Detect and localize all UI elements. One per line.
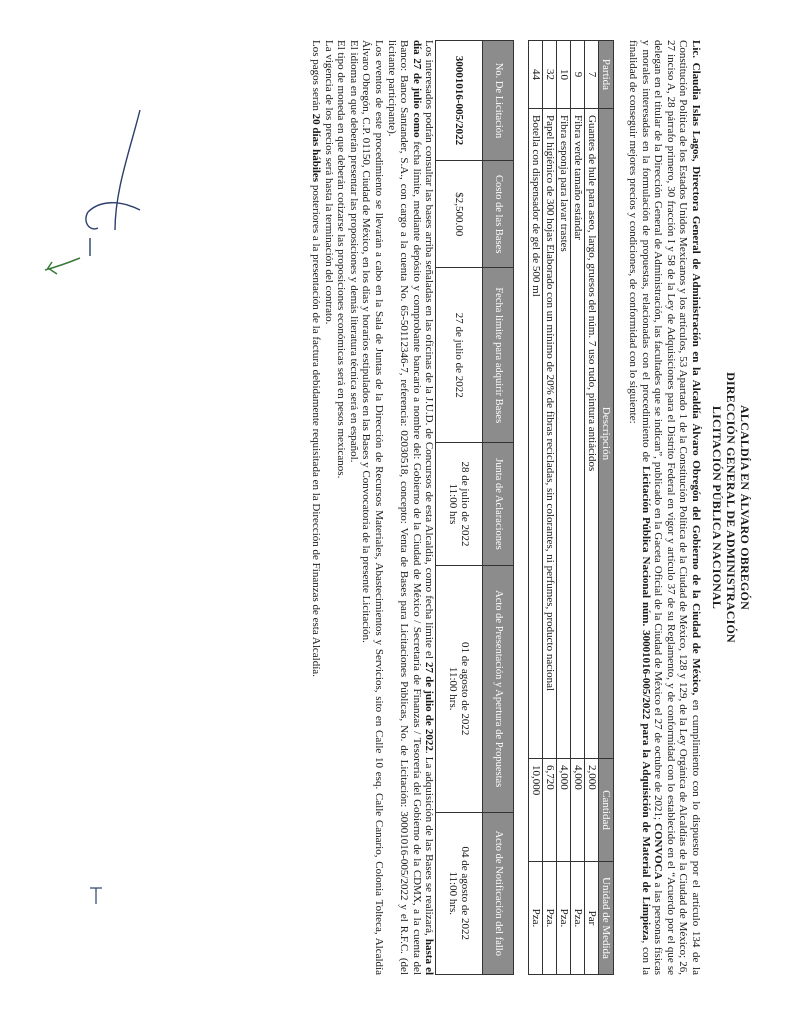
bases-text-3: fecha límite, mediante depósito y comprobante bancario a nombre del: Gobierno de la Ciudad de México / Secretaría de Finanzas / Tesorería del Gobierno de la CDMX, a la cuenta del Banco: Banco Santander, S.A., con cargo a la cuenta No. 65-50112346-7, referencia: 02030518, concepto: Venta de Bases para Licitaciones Públicas, No. de Licitación: 30001016-005/2022 y el R.F.C. (del licitante participante). [385,40,423,975]
bases-deadline: 27 de julio de 2022 [423,662,436,751]
cell-junta [436,443,483,566]
cell-descripcion: Fibra esponja para lavar trastes [557,109,571,759]
cell-descripcion: Papel higiénico de 300 hojas Elaborado con un mínimo de 20% de fibras recicladas, sin colorantes, ni perfumes, producto nacional [543,109,557,759]
handwritten-signature-2 [45,258,80,274]
cell-partida: 9 [571,41,585,109]
cell-licitacion [436,41,483,161]
cell-partida: 44 [529,41,543,109]
moneda-paragraph: El tipo de moneda en que deberán cotizarse las proposiciones económicas será en pesos mexicanos. [335,40,348,479]
header-subtitle: DIRECCIÓN GENERAL DE ADMINISTRACIÓN [724,372,738,643]
cell-descripcion: Fibra verde tamaño estándar [571,109,585,759]
cell-cantidad: 4,000 [557,759,571,862]
col-descripcion: Descripción [599,109,614,759]
table-row [557,41,571,975]
apertura-date: 01 de agosto de 2022 [459,641,472,736]
official-name: Lic. Claudia Islas Lagos, Directora General de Administración en la Alcaldía Álvaro Obregón del Gobierno de la Ciudad de México, [690,40,702,696]
cell-cantidad: 2,000 [585,759,599,862]
intro-text: en cumplimiento con lo dispuesto por el artículo 134 de la Constitución Política de los Estados Unidos Mexicanos y los artículos, 53 Apartado 1 de la Constitución Política de la Ciudad de México, 128 y 129, de la Ley Orgánica de Alcaldías de la Ciudad de México; 26, 27 inciso A, 28 párrafo primero, 30 fracción I y 58 de la Ley de Adquisiciones para el Distrito Federal en vigor y artículo 37 de su Reglamento, y de conformidad con lo establecido en el “Acuerdo por el que se delegan en el titular de la Dirección General de Administración, las facultades que se indican”, publicado en la Gaceta Oficial de la Ciudad de México el 27 de octubre de 2021; [652,40,702,975]
header-title: ALCALDÍA EN ÁLVARO OBREGÓN [738,405,752,610]
col-fecha-limite: Fecha límite para adquirir Bases [483,268,514,443]
cell-unidad: Pza. [543,862,557,975]
apertura-time: 11:00 hrs. [447,666,460,711]
intro-text-2: a las personas físicas y morales interesadas en la formulación de propuestas, relacionadas con el procedimiento de [639,40,665,975]
schedule-header-row [483,41,514,975]
cell-unidad: Pza. [557,862,571,975]
convoca-word: CONVOCA [652,823,665,880]
pagos-days: 20 días hábiles [310,113,323,183]
col-cantidad: Cantidad [599,759,614,862]
cell-fallo [436,812,483,974]
cell-cantidad: 10,000 [529,759,543,862]
cell-unidad: Par [585,862,599,975]
eventos-paragraph: Los eventos de este procedimiento se llevarán a cabo en la Sala de Juntas de la Dirección de Recursos Materiales, Abastecimientos y Servicios, sito en Calle 10 esq. Calle Canario, Colonia Tolteca, Alcaldía Álvaro Obregón, C.P. 01150, Ciudad de México, en los días y horarios estipulados en las Bases y Convocatoria de la presente Licitación. [360,40,386,975]
cell-partida: 10 [557,41,571,109]
junta-time: 11:00 hrs [447,483,460,525]
col-junta: Junta de Aclaraciones [483,443,514,566]
junta-date: 28 de julio de 2022 [459,461,472,547]
cell-partida: 7 [585,41,599,109]
col-unidad: Unidad de Medida [599,862,614,975]
tender-reference: Licitación Pública Nacional núm. 30001016-005/2022 para la Adquisición de Material de Limpieza [639,466,652,941]
table-row [436,41,483,975]
cell-unidad: Pza. [571,862,585,975]
table-row [585,41,599,975]
schedule-table [435,40,514,975]
vigencia-paragraph: La vigencia de los precios será hasta la terminación del contrato. [322,40,335,325]
col-apertura: Acto de Presentación y Apertura de Propuestas [483,565,514,812]
col-fallo: Acto de Notificación del fallo [483,812,514,974]
cell-descripcion: Botella con dispensador de gel de 500 ml [529,109,543,759]
pagos-text-2: posteriores a la presentación de la factura debidamente requisitada en la Dirección de Finanzas de esta Alcaldía. [310,182,323,677]
pagos-paragraph [310,40,323,975]
fallo-date: 04 de agosto de 2022 [459,846,472,940]
bases-paragraph [385,40,435,975]
handwritten-signature-3 [90,888,102,904]
document-content [310,40,753,975]
cell-fecha-limite: 27 de julio de 2022 [436,268,483,443]
cell-partida: 32 [543,41,557,109]
cell-cantidad: 4,000 [571,759,585,862]
bases-text-2: . La adquisición de las Bases se realizará, [423,750,436,939]
header-tender-type: LICITACIÓN PÚBLICA NACIONAL [710,405,724,610]
cell-unidad: Pza. [529,862,543,975]
intro-paragraph [626,40,702,975]
table-row [571,41,585,975]
cell-costo: $2,500.00 [436,161,483,268]
table-row [543,41,557,975]
idioma-paragraph: El idioma en que deberán presentar las proposiciones y demás literatura técnica será en español. [347,40,360,463]
bases-deadline-2: hasta el día 27 de julio como [410,40,436,976]
cell-cantidad: 6,720 [543,759,557,862]
bases-text: Los interesados podrán consultar las bases arriba señaladas en las oficinas de la J.U.D. de Concursos de esta Alcaldía, como fecha límite el [423,40,436,663]
col-costo: Costo de las Bases [483,161,514,268]
col-partida: Partida [599,41,614,109]
handwritten-signature-1 [86,110,140,256]
items-header-row [599,41,614,975]
col-licitacion: No. De Licitación [483,41,514,161]
intro-text-3: , con la finalidad de conseguir mejores precios y condiciones, de conformidad con lo siguiente: [627,40,652,975]
cell-apertura [436,565,483,812]
items-table [528,40,614,975]
pagos-text: Los pagos serán [310,40,323,114]
fallo-time: 11:00 hrs. [447,871,460,916]
cell-descripcion: Guantes de hule para aseo, largo, gruesos del núm. 7 uso rudo, pintura antiácidos [585,109,599,759]
table-row [529,41,543,975]
tender-number: 30001016-005/2022 [453,55,466,146]
